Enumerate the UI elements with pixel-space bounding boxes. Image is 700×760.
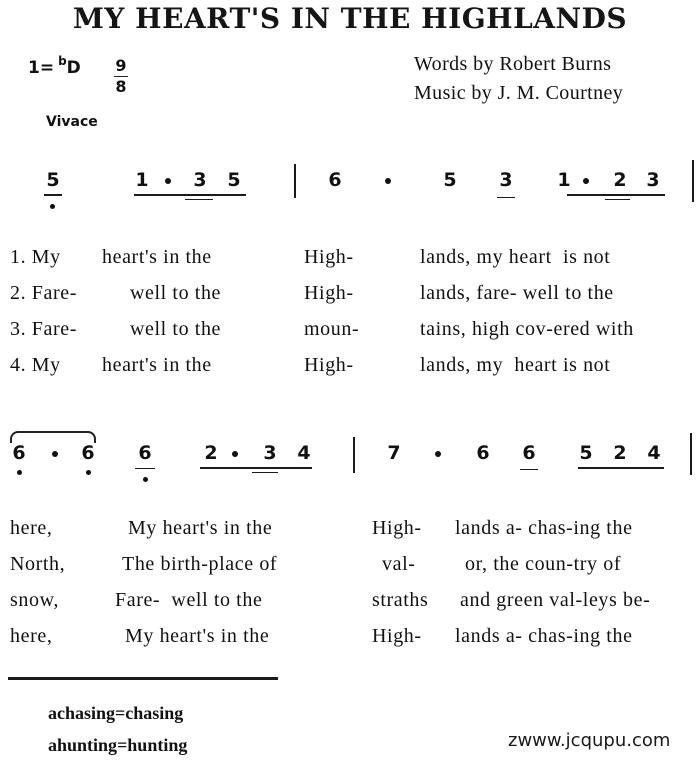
notation-line-2 [0, 443, 700, 503]
flat-icon: b [58, 54, 67, 68]
lyric-syllable: lands a- chas-ing the [455, 625, 633, 647]
barline [353, 437, 355, 473]
lyric-syllable: 3. Fare- [10, 318, 77, 340]
lyric-line [0, 246, 700, 282]
lyric-line [0, 354, 700, 390]
underline [497, 197, 515, 198]
footnote: ahunting=hunting [48, 735, 188, 755]
lyric-syllable: Fare- well to the [115, 589, 263, 611]
lyric-line [0, 553, 700, 589]
note: 3 [263, 442, 277, 464]
credits [414, 50, 623, 108]
low-octave-dot [17, 470, 22, 475]
note: 2 [613, 442, 627, 464]
music-credit: Music by J. M. Courtney [414, 82, 624, 104]
lyric-syllable: snow, [10, 589, 59, 611]
note: 6 [522, 442, 536, 464]
note: 5 [227, 169, 241, 191]
barline [690, 433, 692, 475]
lyric-syllable: straths [372, 589, 429, 611]
lyric-syllable: North, [10, 553, 66, 575]
lyric-line [0, 517, 700, 553]
underline [567, 194, 665, 196]
underline [134, 194, 246, 196]
note: 3 [646, 169, 660, 191]
note: 6 [328, 169, 342, 191]
underline [578, 467, 664, 469]
note: 1 [557, 169, 571, 191]
augmentation-dot [583, 178, 589, 184]
lyric-syllable: High- [372, 517, 422, 539]
underline [44, 194, 62, 196]
lyric-syllable: 4. My [10, 354, 61, 376]
low-octave-dot [86, 470, 91, 475]
time-signature [112, 56, 130, 97]
lyric-syllable: here, [10, 625, 53, 647]
underline [200, 467, 312, 469]
note: 6 [476, 442, 490, 464]
lyric-syllable: well to the [130, 318, 222, 340]
low-octave-dot [50, 204, 55, 209]
lyric-syllable: moun- [304, 318, 360, 340]
note: 1 [135, 169, 149, 191]
note: 5 [579, 442, 593, 464]
key-name: D [66, 58, 81, 78]
underline [520, 469, 538, 470]
key-prefix: 1= [28, 58, 55, 78]
words-credit: Words by Robert Burns [414, 53, 612, 75]
augmentation-dot [165, 178, 171, 184]
lyric-syllable: heart's in the [102, 246, 212, 268]
lyric-syllable: 2. Fare- [10, 282, 77, 304]
notation-line-1 [0, 170, 700, 230]
lyric-line [0, 625, 700, 661]
lyric-line [0, 282, 700, 318]
note: 2 [204, 442, 218, 464]
time-numerator: 9 [115, 56, 127, 75]
lyric-syllable: val- [382, 553, 416, 575]
barline [692, 160, 694, 202]
lyric-syllable: well to the [130, 282, 222, 304]
lyric-syllable: tains, high cov-ered with [420, 318, 634, 340]
lyric-line [0, 318, 700, 354]
lyric-syllable: lands, my heart is not [420, 354, 611, 376]
lyric-syllable: My heart's in the [128, 517, 273, 539]
lyric-syllable: The birth-place of [122, 553, 278, 575]
underline [135, 468, 155, 469]
lyric-syllable: heart's in the [102, 354, 212, 376]
augmentation-dot [435, 451, 441, 457]
time-denominator: 8 [115, 77, 127, 96]
note: 2 [613, 169, 627, 191]
note: 5 [46, 169, 60, 191]
note: 3 [193, 169, 207, 191]
lyric-syllable: My heart's in the [125, 625, 270, 647]
augmentation-dot [52, 451, 58, 457]
augmentation-dot [232, 451, 238, 457]
double-underline [605, 199, 630, 200]
lyric-syllable: and green val-leys be- [460, 589, 651, 611]
lyric-syllable: High- [372, 625, 422, 647]
lyric-syllable: lands, fare- well to the [420, 282, 614, 304]
lyric-syllable: lands a- chas-ing the [455, 517, 633, 539]
watermark: zwww.jcqupu.com [508, 730, 671, 751]
note: 6 [12, 442, 26, 464]
double-underline [252, 472, 278, 473]
lyric-syllable: or, the coun-try of [465, 553, 622, 575]
double-underline [185, 199, 213, 200]
lyric-syllable: High- [304, 282, 354, 304]
low-octave-dot [143, 477, 148, 482]
note: 3 [499, 169, 513, 191]
lyric-syllable: 1. My [10, 246, 61, 268]
lyric-syllable: High- [304, 354, 354, 376]
lyric-line [0, 589, 700, 625]
footnote: achasing=chasing [48, 703, 184, 723]
footnote-divider [8, 677, 278, 680]
lyric-syllable: High- [304, 246, 354, 268]
tempo-marking: Vivace [46, 114, 98, 130]
note: 4 [297, 442, 311, 464]
note: 6 [138, 442, 152, 464]
key-signature [28, 54, 81, 78]
note: 4 [647, 442, 661, 464]
barline [294, 164, 296, 198]
lyric-syllable: here, [10, 517, 53, 539]
augmentation-dot [385, 178, 391, 184]
note: 7 [387, 442, 401, 464]
note: 5 [443, 169, 457, 191]
lyric-syllable: lands, my heart is not [420, 246, 611, 268]
note: 6 [81, 442, 95, 464]
song-title: MY HEART'S IN THE HIGHLANDS [72, 2, 628, 35]
